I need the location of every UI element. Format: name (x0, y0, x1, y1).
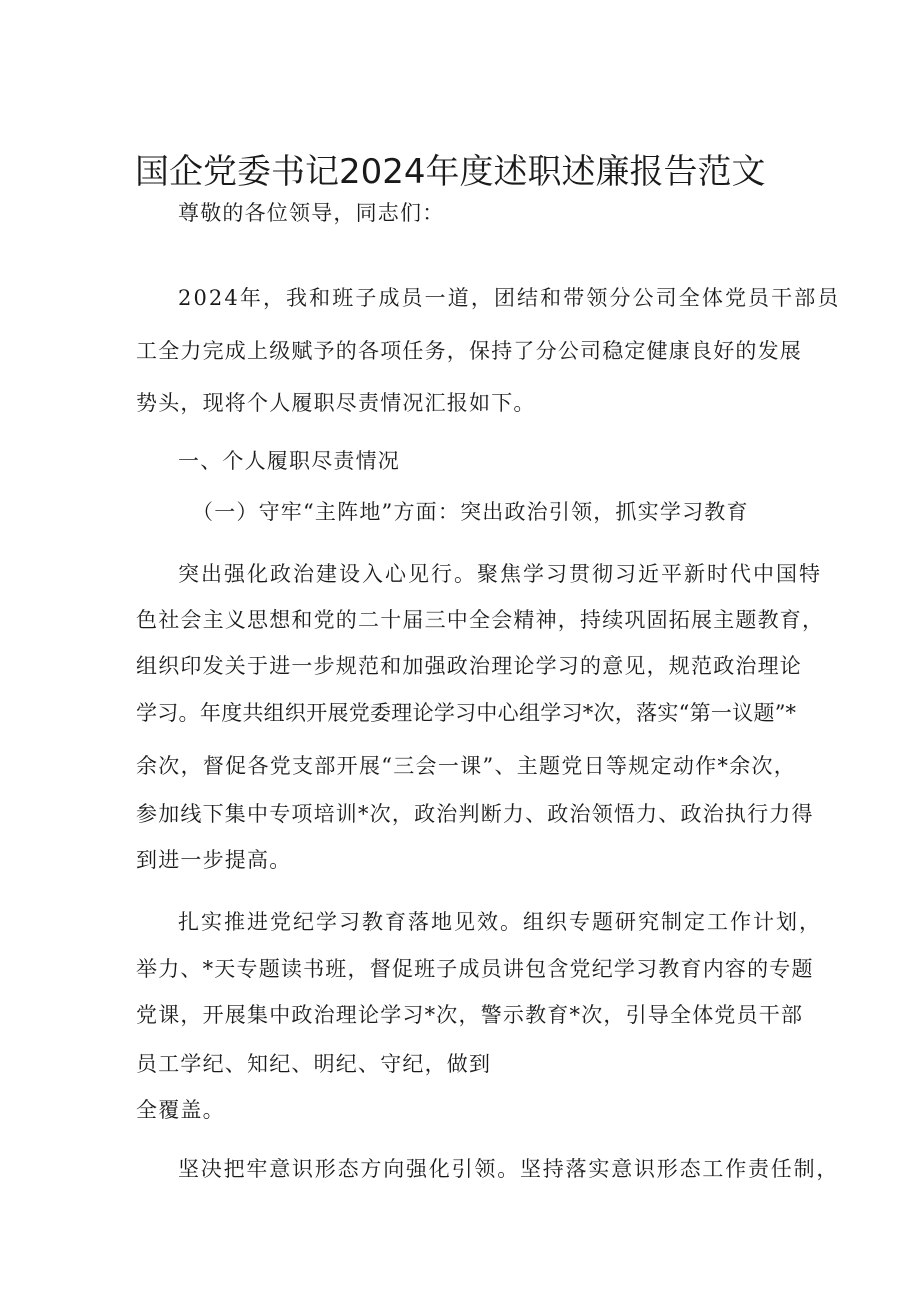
para1-line-4: 学习。年度共组织开展党委理论学习中心组学习*次，落实“第一议题”* (136, 701, 796, 725)
para2-line-5: 全覆盖。 (136, 1098, 225, 1122)
para1-line-3: 组织印发关于进一步规范和加强政治理论学习的意见，规范政治理论 (136, 654, 802, 678)
para2-line-4: 员工学纪、知纪、明纪、守纪，做到 (136, 1052, 492, 1076)
para1-line-2: 色社会主义思想和党的二十届三中全会精神，持续巩固拓展主题教育， (136, 608, 825, 632)
para1-line-1: 突出强化政治建设入心见行。聚焦学习贯彻习近平新时代中国特 (178, 562, 822, 586)
intro-line-1: 2024年，我和班子成员一道，团结和带领分公司全体党员干部员 (178, 286, 841, 310)
intro-line-2: 工全力完成上级赋予的各项任务，保持了分公司稳定健康良好的发展 (136, 339, 802, 363)
para2-line-2: 举力、*天专题读书班，督促班子成员讲包含党纪学习教育内容的专题 (136, 957, 814, 981)
para2-line-3: 党课，开展集中政治理论学习*次，警示教育*次，引导全体党员干部 (136, 1003, 804, 1027)
document-title: 国企党委书记2024年度述职述廉报告范文 (135, 152, 766, 192)
para1-line-6: 参加线下集中专项培训*次，政治判断力、政治领悟力、政治执行力得 (136, 802, 814, 826)
greeting: 尊敬的各位领导，同志们： (178, 201, 445, 225)
para3-line-1: 坚决把牢意识形态方向强化引领。坚持落实意识形态工作责任制， (178, 1157, 840, 1181)
section-heading-1: 一、个人履职尽责情况 (178, 449, 400, 473)
para2-line-1: 扎实推进党纪学习教育落地见效。组织专题研究制定工作计划， (178, 910, 822, 934)
subsection-heading-1: （一）守牢“主阵地”方面：突出政治引领，抓实学习教育 (192, 500, 749, 524)
para1-line-5: 余次，督促各党支部开展“三会一课”、主题党日等规定动作*余次， (136, 754, 796, 778)
intro-line-3: 势头，现将个人履职尽责情况汇报如下。 (136, 391, 536, 415)
para1-line-7: 到进一步提高。 (136, 848, 292, 872)
